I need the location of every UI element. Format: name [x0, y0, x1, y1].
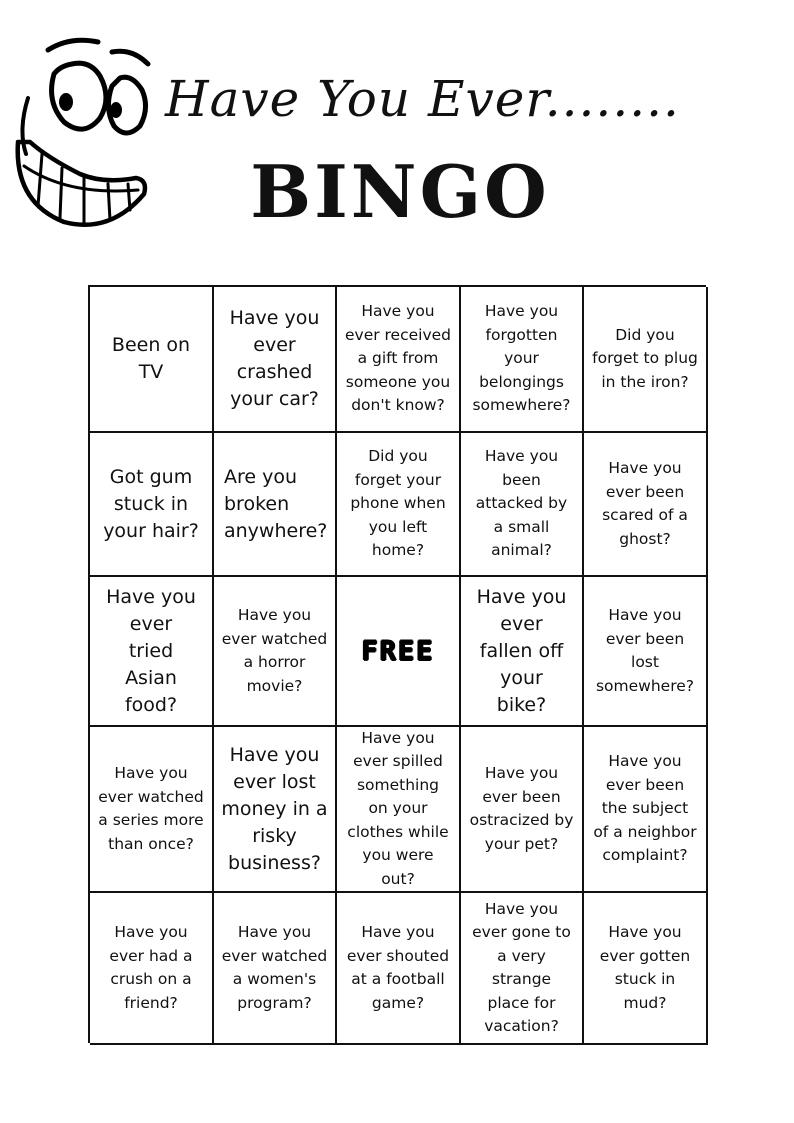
bingo-cell: [584, 893, 708, 1045]
bingo-cell: [461, 287, 584, 433]
bingo-cell: [584, 287, 708, 433]
bingo-cell: [214, 287, 337, 433]
cell-text: Been on TV: [111, 334, 191, 383]
bingo-cell: [90, 433, 214, 577]
cell-text: Have you ever gone to a very strange place for vacation?: [472, 899, 571, 1035]
cell-text: Have you ever received a gift from someone you don't know?: [344, 302, 452, 415]
cell-text: Have you ever lost money in a risky business?: [221, 743, 328, 874]
bingo-cell: [461, 577, 584, 727]
cell-text: Are you broken anywhere?: [224, 465, 328, 542]
cell-text: Have you ever fallen off your bike?: [476, 585, 567, 716]
cell-text: Have you ever been ostracized by your pet?: [469, 764, 574, 853]
cell-text: Did you forget your phone when you left home?: [350, 447, 446, 560]
cell-text: Have you ever been the subject of a neighbor complaint?: [593, 752, 697, 865]
bingo-cell: [90, 577, 214, 727]
bingo-cell: [214, 433, 337, 577]
bingo-cell: [214, 893, 337, 1045]
bingo-cell: [214, 727, 337, 893]
bingo-cell: [337, 727, 461, 893]
cell-text: Have you forgotten your belongings somewhere?: [472, 302, 571, 415]
cell-text: Have you been attacked by a small animal?: [475, 447, 568, 560]
page-subtitle: BINGO: [250, 149, 550, 234]
bingo-cell: [584, 577, 708, 727]
cell-text: Have you ever crashed your car?: [229, 307, 320, 410]
cell-text: Have you ever watched a series more than once?: [98, 764, 204, 853]
cell-text: Have you ever had a crush on a friend?: [109, 923, 193, 1012]
cell-text: Have you ever tried Asian food?: [106, 585, 196, 716]
bingo-cell: [214, 577, 337, 727]
bingo-cell: [461, 893, 584, 1045]
cell-text: Have you ever been scared of a ghost?: [602, 459, 688, 548]
bingo-cell: [461, 727, 584, 893]
page-title: Have You Ever........: [165, 70, 680, 128]
bingo-cell: [461, 433, 584, 577]
bingo-cell: [337, 287, 461, 433]
cell-text: Have you ever been lost somewhere?: [595, 606, 695, 695]
bingo-cell: [337, 433, 461, 577]
bingo-cell: [584, 727, 708, 893]
free-label: FREE: [361, 635, 435, 667]
bingo-grid: [88, 285, 706, 1043]
cell-text: Have you ever shouted at a football game?: [346, 923, 450, 1012]
bingo-cell: [90, 727, 214, 893]
cell-text: Did you forget to plug in the iron?: [592, 325, 698, 391]
bingo-cell: [584, 433, 708, 577]
cell-text: Got gum stuck in your hair?: [103, 465, 199, 542]
free-space: [337, 577, 461, 727]
bingo-cell: [90, 893, 214, 1045]
cell-text: Have you ever watched a horror movie?: [221, 606, 328, 695]
bingo-cell: [337, 893, 461, 1045]
cell-text: Have you ever spilled something on your clothes while you were out?: [347, 728, 449, 888]
bingo-cell: [90, 287, 214, 433]
cell-text: Have you ever watched a women's program?: [221, 923, 328, 1012]
cell-text: Have you ever gotten stuck in mud?: [599, 923, 691, 1012]
